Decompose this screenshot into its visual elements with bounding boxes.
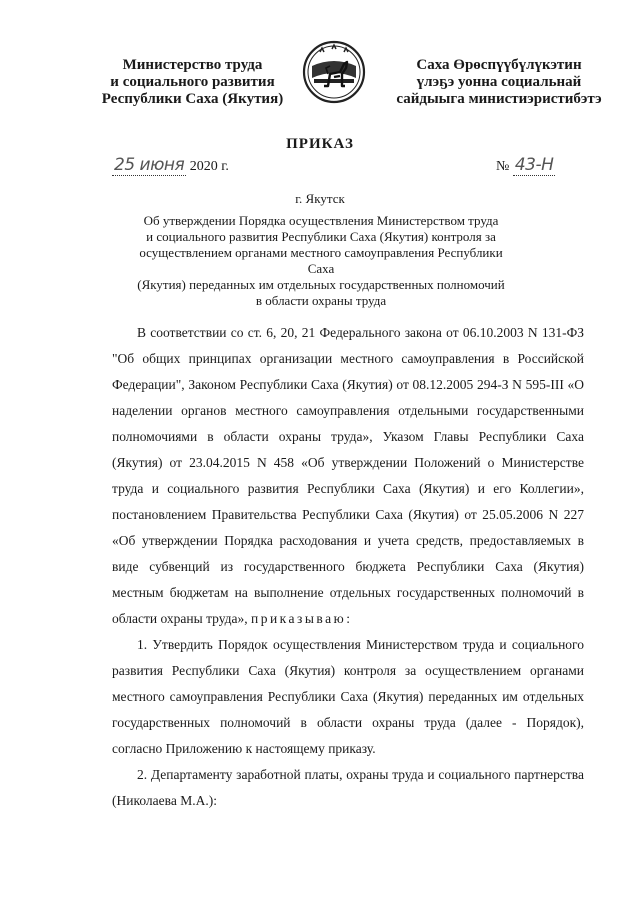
- number-sign: №: [496, 159, 510, 174]
- preamble-paragraph: В соответствии со ст. 6, 20, 21 Федерального закона от 06.10.2003 N 131-ФЗ "Об общих принципах организации местного самоуправления в Российской Федерации", Законом Республики Саха (Якутия) от 08.12.2005 294-З N 595-III «О наделении органов местного самоуправления отдельными государственными полномочиями в области охраны труда», Указом Главы Республики Саха (Якутия) от 23.04.2015 N 458 «Об утверждении Положений о Министерстве труда и социального развития Республики Саха (Якутия) и его Коллегии», постановлением Правительства Республики Саха (Якутия) от 25.05.2006 N 227 «Об утверждении Порядка расходования и учета средств, предоставляемых в виде субвенций из государственного бюджета Республики Саха (Якутия) местным бюджетам на выполнение отдельных государственных полномочий в области охраны труда», приказываю:: [112, 325, 584, 626]
- date-year: 2020 г.: [189, 159, 229, 174]
- order-number: [496, 155, 555, 176]
- order-subject: Об утверждении Порядка осуществления Министерством труда и социального развития Республики Саха (Якутия) контроля за осуществлением органами местного самоуправления Республики Саха (Якутия) переданных им отдельных государственных полномочий в области охраны труда: [137, 213, 505, 308]
- order-date: [112, 155, 229, 176]
- item-1-paragraph: 1. Утвердить Порядок осуществления Министерством труда и социального развития Республики Саха (Якутия) контроля за осуществлением органами местного самоуправления Республики Саха (Якутия) переданных им отдельных государственных полномочий в области охраны труда (далее - Порядок), согласно Приложению к настоящему приказу.: [112, 637, 584, 756]
- city-line: г. Якутск: [295, 191, 345, 206]
- document-title: ПРИКАЗ: [286, 136, 354, 152]
- order-body: [112, 320, 584, 814]
- handwritten-date: 25 июня: [114, 155, 185, 175]
- item-2-paragraph: 2. Департаменту заработной платы, охраны труда и социального партнерства (Николаева М.А.):: [112, 767, 584, 808]
- handwritten-number: 43-Н: [514, 155, 554, 175]
- coat-of-arms-emblem: [302, 40, 366, 104]
- ministry-name-ru: Министерство труда и социального развития Республики Саха (Якутия): [101, 57, 284, 107]
- ministry-name-sah: Саха Өрөспүүбүлүкэтин үлэҕэ уонна социальнай сайдыыга министиэристибэтэ: [396, 57, 602, 107]
- order-word: приказываю:: [250, 611, 353, 626]
